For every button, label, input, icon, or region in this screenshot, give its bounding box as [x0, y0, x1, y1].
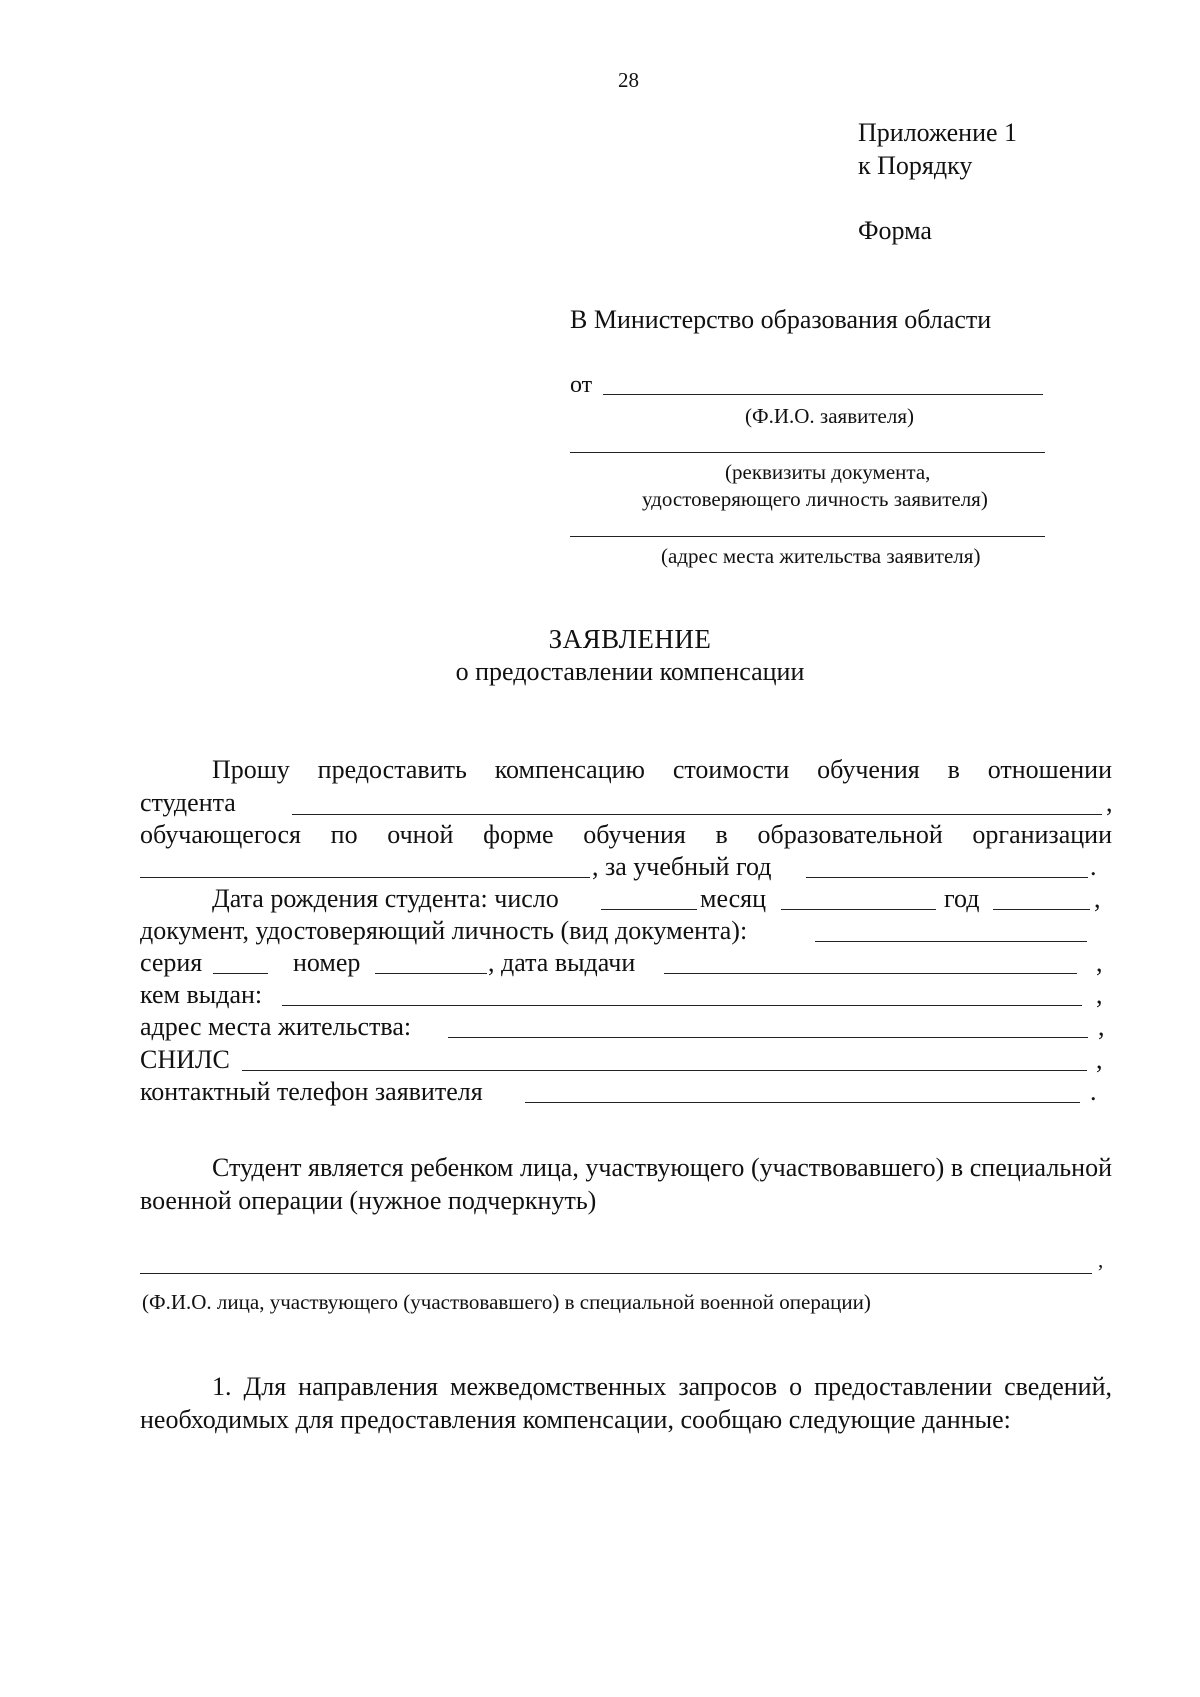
section-1-paragraph: 1. Для направления межведомственных запросов о предоставлении сведений, необходимых для предоставления компенсации, сообщаю следующие данные: [140, 1372, 1112, 1434]
comma: , [1098, 1012, 1105, 1041]
form-label: Форма [858, 216, 932, 245]
comma: , [1096, 1045, 1103, 1074]
issue-date-field[interactable] [664, 973, 1077, 974]
applicant-fio-caption: (Ф.И.О. заявителя) [745, 404, 914, 428]
applicant-address-field[interactable] [570, 536, 1045, 537]
request-line-3: обучающегося по очной форме обучения в образовательной организации [140, 820, 1112, 849]
issued-by-label: кем выдан: [140, 980, 263, 1009]
id-doc-caption-line2: удостоверяющего личность заявителя) [642, 487, 988, 511]
dob-label: Дата рождения студента: число [212, 884, 559, 913]
applicant-id-doc-field[interactable] [570, 452, 1045, 453]
svo-person-fio-field[interactable] [140, 1273, 1092, 1274]
residence-label: адрес места жительства: [140, 1012, 412, 1041]
dob-month-label: месяц [700, 884, 767, 913]
appendix-title: Приложение 1 [858, 118, 1018, 147]
page-number: 28 [618, 68, 639, 92]
id-doc-caption-line1: (реквизиты документа, [725, 460, 931, 484]
snils-field[interactable] [242, 1070, 1087, 1071]
period: . [1090, 852, 1097, 881]
comma: , [1094, 884, 1101, 913]
period: . [1090, 1077, 1097, 1106]
comma: , [1106, 788, 1113, 817]
request-line-1: Прошу предоставить компенсацию стоимости обучения в отношении [212, 755, 1112, 784]
dob-day-field[interactable] [601, 909, 697, 910]
number-field[interactable] [375, 973, 487, 974]
id-doc-label: документ, удостоверяющий личность (вид документа): [140, 916, 748, 945]
academic-year-field[interactable] [806, 877, 1088, 878]
dob-year-label: год [944, 884, 980, 913]
document-title: ЗАЯВЛЕНИЕ [548, 624, 712, 654]
id-doc-type-field[interactable] [815, 941, 1087, 942]
issue-date-label: , дата выдачи [488, 948, 636, 977]
student-label: студента [140, 788, 236, 817]
comma: , [1098, 1248, 1104, 1272]
snils-label: СНИЛС [140, 1045, 230, 1074]
series-field[interactable] [213, 973, 268, 974]
dob-year-field[interactable] [993, 909, 1090, 910]
academic-year-label: , за учебный год [592, 852, 772, 881]
residence-field[interactable] [448, 1037, 1088, 1038]
comma: , [1096, 980, 1103, 1009]
comma: , [1096, 948, 1103, 977]
dob-month-field[interactable] [781, 909, 936, 910]
applicant-fio-field[interactable] [603, 394, 1043, 395]
series-label: серия [140, 948, 203, 977]
phone-label: контактный телефон заявителя [140, 1077, 483, 1106]
student-name-field[interactable] [292, 814, 1102, 815]
education-org-field[interactable] [140, 877, 590, 878]
phone-field[interactable] [525, 1102, 1080, 1103]
from-prefix: от [570, 372, 593, 398]
svo-person-caption: (Ф.И.О. лица, участвующего (участвовавшего) в специальной военной операции) [142, 1290, 871, 1314]
addressee-to: В Министерство образования области [570, 305, 992, 334]
appendix-subtitle: к Порядку [858, 151, 973, 180]
address-caption: (адрес места жительства заявителя) [661, 544, 981, 568]
document-subtitle: о предоставлении компенсации [455, 657, 805, 686]
number-label: номер [293, 948, 361, 977]
issued-by-field[interactable] [282, 1005, 1082, 1006]
svo-paragraph: Студент является ребенком лица, участвующего (участвовавшего) в специальной военной операции (нужное подчеркнуть) [140, 1153, 1112, 1215]
